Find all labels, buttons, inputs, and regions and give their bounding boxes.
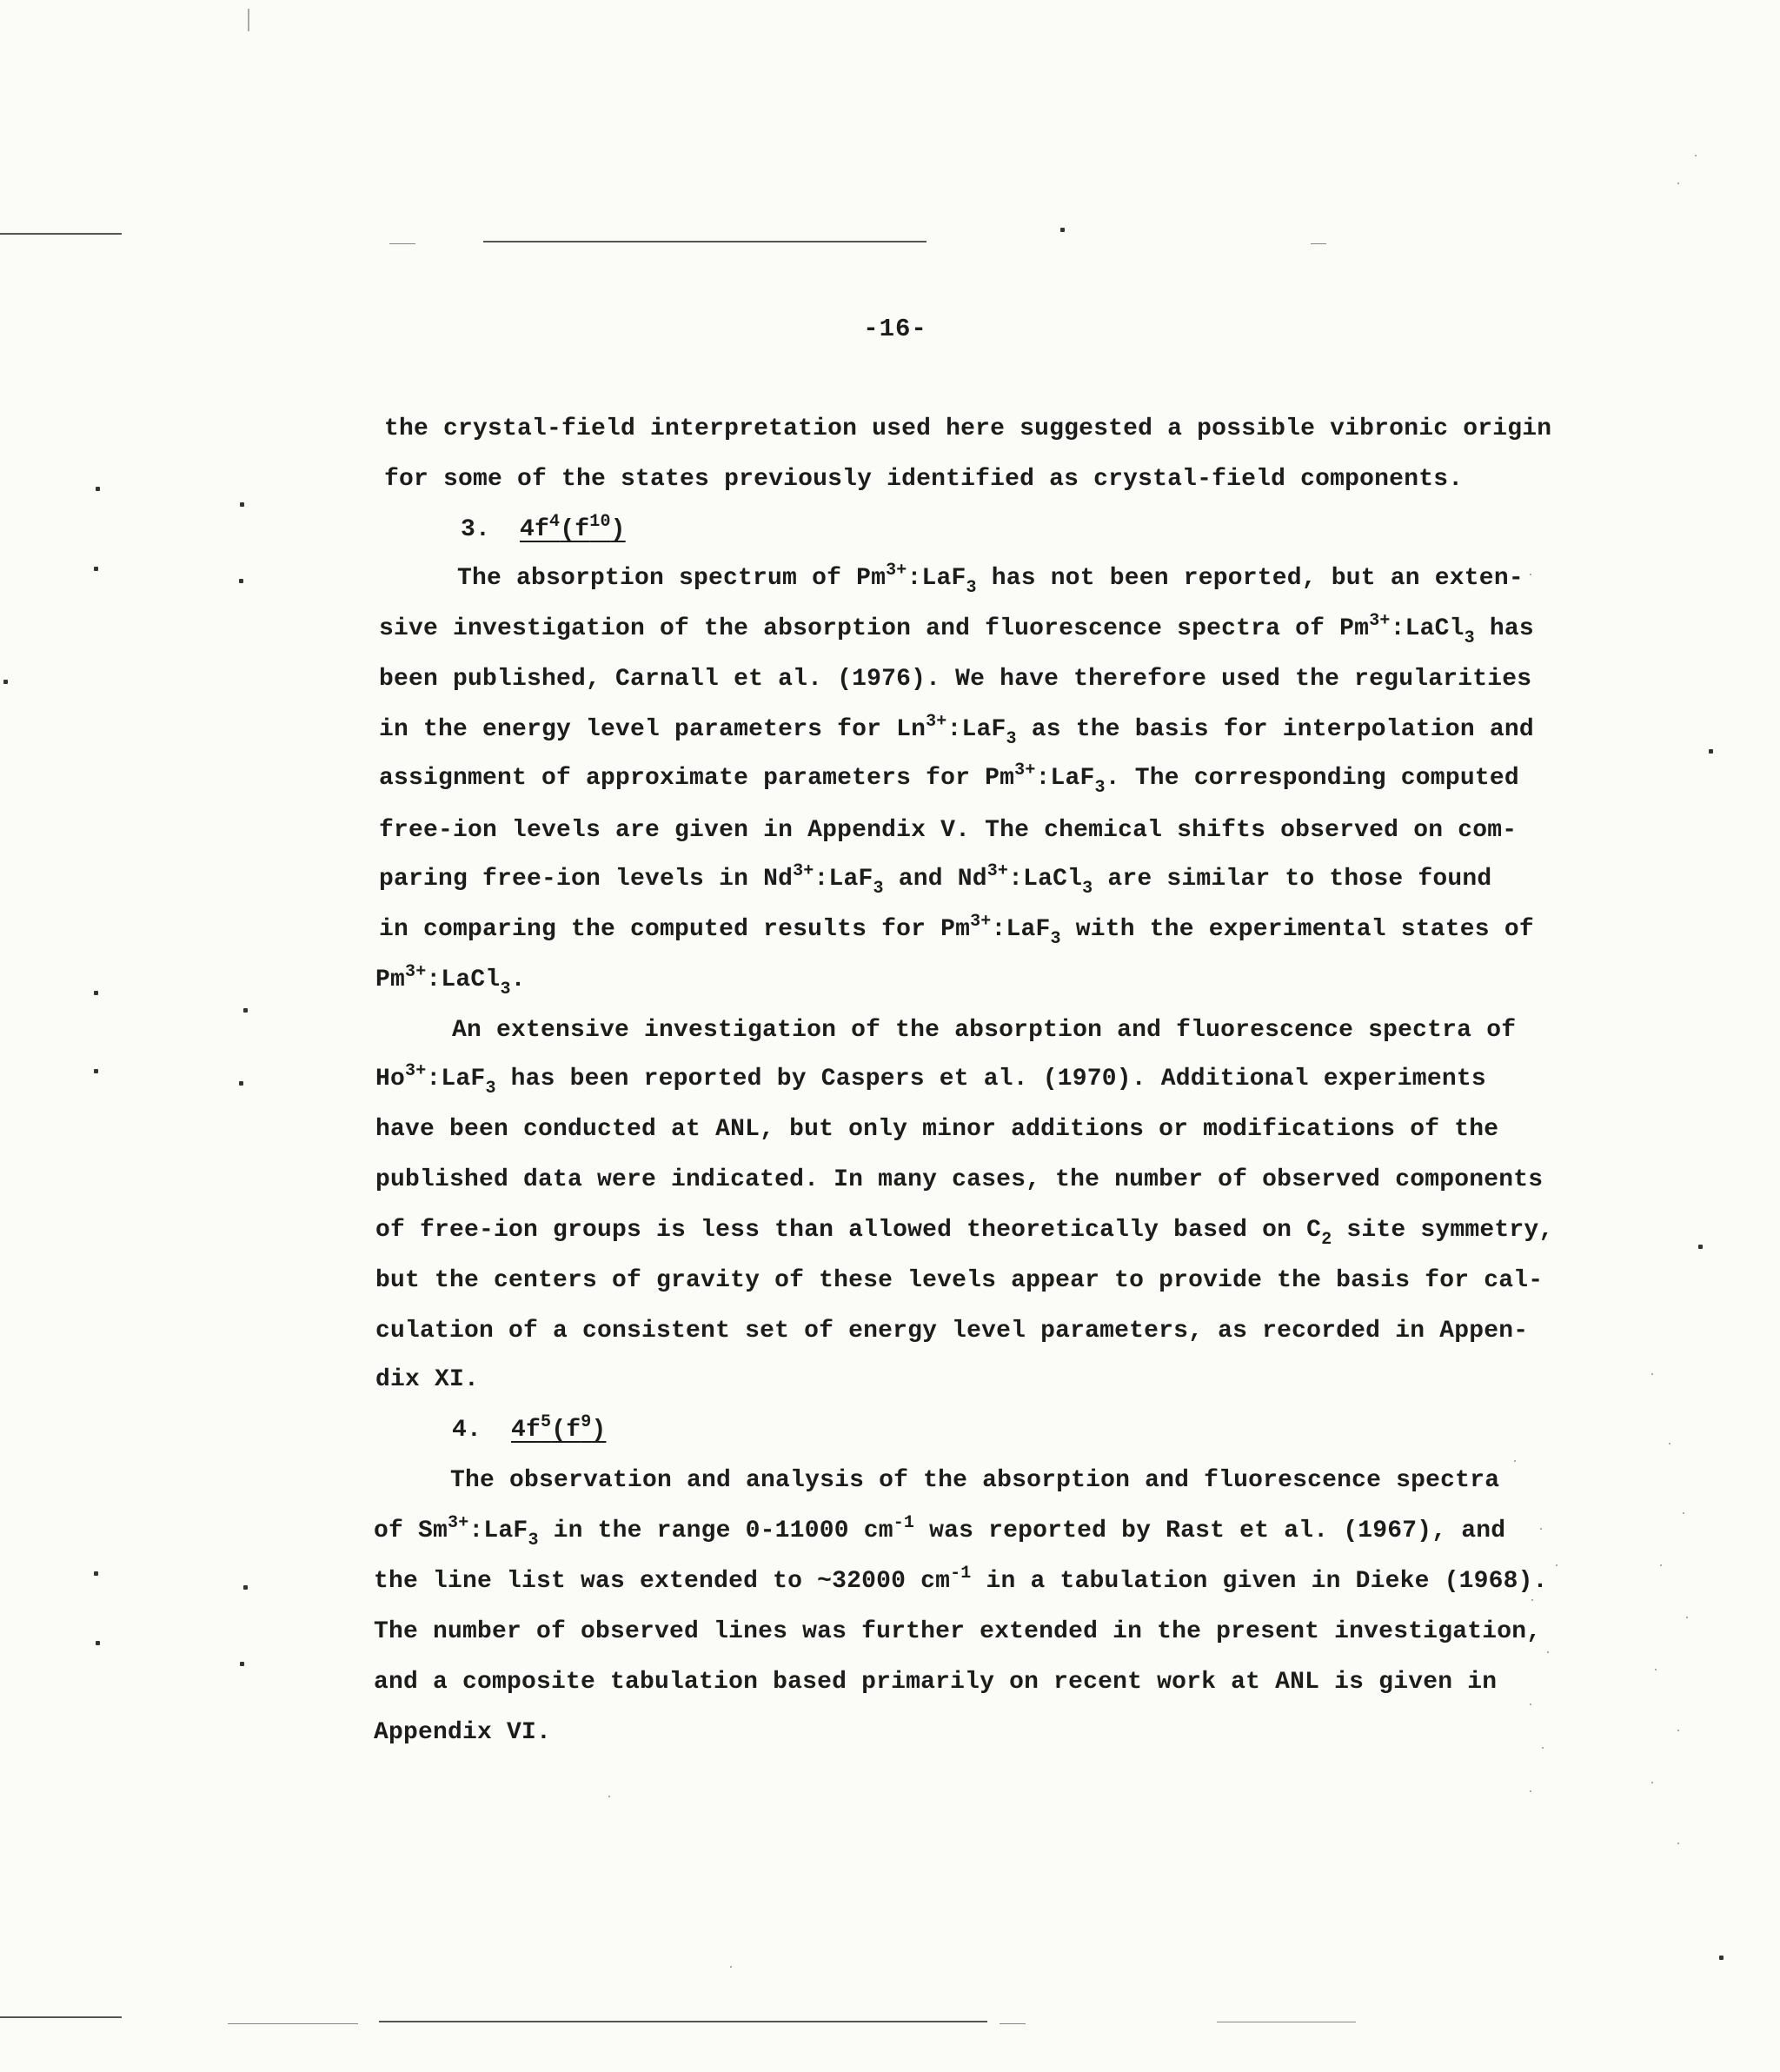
text-line: of free-ion groups is less than allowed theoretically based on $C_2$ site symmetry, (375, 1217, 1554, 1250)
text-line: $Pm^{3+}:LaCl_3$. (375, 962, 526, 999)
text-line: $Ho^{3+}:LaF_3$ has been reported by Caspers et al. (1970). Additional experiments (375, 1061, 1486, 1099)
text-line: Appendix VI. (374, 1719, 552, 1746)
top-rule-main (483, 241, 927, 242)
text-line: An extensive investigation of the absorption and fluorescence spectra of (452, 1017, 1517, 1044)
text-line: dix XI. (375, 1366, 480, 1393)
text-line: The observation and analysis of the absorption and fluorescence spectra (450, 1467, 1500, 1494)
text-line: been published, Carnall et al. (1976). We have therefore used the regularities (379, 666, 1532, 693)
text-line: free-ion levels are given in Appendix V. The chemical shifts observed on com- (379, 817, 1518, 844)
text-line: and a composite tabulation based primarily on recent work at ANL is given in (374, 1669, 1498, 1696)
text-line: The absorption spectrum of $Pm^{3+}:LaF_3$ has not been reported, but an exten- (457, 561, 1524, 598)
bottom-rule-dash (228, 2023, 358, 2024)
bottom-rule-right (1000, 2023, 1026, 2024)
text-line: in comparing the computed results for $Pm^{3+}:LaF_3$ with the experimental states of (379, 912, 1534, 949)
bottom-rule-left (0, 2016, 122, 2018)
text-line: but the centers of gravity of these levels appear to provide the basis for cal- (375, 1267, 1544, 1294)
text-line: assignment of approximate parameters for $Pm^{3+}:LaF_3$. The corresponding computed (379, 760, 1519, 798)
top-rule-dash (389, 243, 415, 244)
section-heading-4: 4. $4f^5(f^9)$ (452, 1412, 607, 1444)
text-line: the crystal-field interpretation used here suggested a possible vibronic origin (384, 415, 1552, 442)
text-line: of $Sm^{3+}:LaF_3$ in the range 0-11000 $cm^{-1}$ was reported by Rast et al. (1967), and (374, 1513, 1506, 1551)
text-line: culation of a consistent set of energy level parameters, as recorded in Appen- (375, 1318, 1529, 1345)
section-heading-3: 3. $4f^4(f^{10})$ (461, 512, 626, 543)
text-line: sive investigation of the absorption and fluorescence spectra of $Pm^{3+}:LaCl_3$ has (379, 611, 1534, 648)
top-rule-right (1311, 243, 1326, 244)
text-line: for some of the states previously identified as crystal-field components. (384, 466, 1464, 493)
text-line: The number of observed lines was further extended in the present investigation, (374, 1618, 1542, 1645)
text-line: in the energy level parameters for $Ln^{3+}:LaF_3$ as the basis for interpolation and (379, 712, 1534, 749)
top-rule-left (0, 233, 122, 235)
page-number: -16- (863, 315, 927, 343)
text-line: have been conducted at ANL, but only minor additions or modifications of the (375, 1116, 1499, 1143)
text-line: paring free-ion levels in $Nd^{3+}:LaF_3$ and $Nd^{3+}:LaCl_3$ are similar to those found (379, 861, 1492, 899)
bottom-rule-main (379, 2021, 987, 2022)
text-line: published data were indicated. In many cases, the number of observed components (375, 1166, 1544, 1193)
text-line: the line list was extended to ~32000 $cm^{-1}$ in a tabulation given in Dieke (1968). (374, 1564, 1548, 1595)
